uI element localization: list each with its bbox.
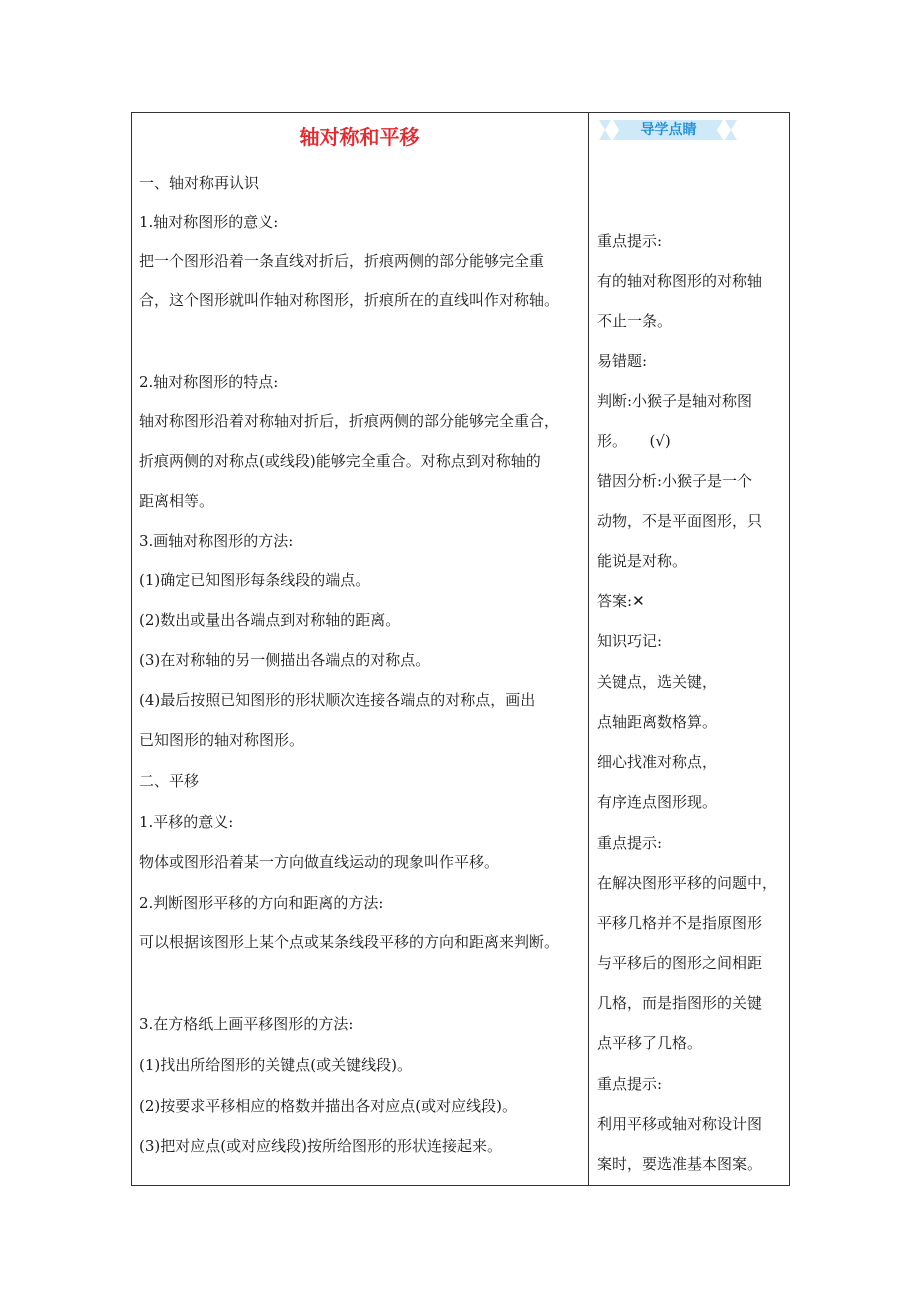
section-1-3-step: (3)在对称轴的另一侧描出各端点的对称点。 bbox=[139, 651, 431, 669]
error-analysis: 动物，不是平面图形，只 bbox=[597, 512, 763, 530]
error-label: 易错题: bbox=[597, 352, 648, 370]
section-2-3-step: (1)找出所给图形的关键点(或关键线段)。 bbox=[139, 1056, 412, 1074]
error-question: 形。 (√) bbox=[597, 432, 671, 450]
memory-label: 知识巧记: bbox=[597, 632, 663, 650]
answer-line bbox=[597, 591, 645, 611]
key-point-text: 在解决图形平移的问题中， bbox=[597, 874, 778, 892]
memory-text: 关键点，选关键， bbox=[597, 673, 718, 691]
section-1-heading: 一、轴对称再认识 bbox=[139, 174, 260, 192]
page-title: 轴对称和平移 bbox=[299, 125, 420, 149]
memory-text: 有序连点图形现。 bbox=[597, 793, 718, 811]
key-point-text: 有的轴对称图形的对称轴 bbox=[597, 272, 763, 290]
key-point-text: 与平移后的图形之间相距 bbox=[597, 954, 763, 972]
section-1-3-heading: 3.画轴对称图形的方法: bbox=[139, 532, 294, 550]
section-1-3-step: (1)确定已知图形每条线段的端点。 bbox=[139, 571, 371, 589]
key-point-text: 点平移了几格。 bbox=[597, 1034, 703, 1052]
key-point-label: 重点提示: bbox=[597, 232, 663, 250]
answer-label: 答案: bbox=[597, 592, 633, 610]
key-point-text: 几格，而是指图形的关键 bbox=[597, 994, 763, 1012]
section-2-2-heading: 2.判断图形平移的方向和距离的方法: bbox=[139, 894, 384, 912]
section-2-3-step: (3)把对应点(或对应线段)按所给图形的形状连接起来。 bbox=[139, 1137, 502, 1155]
section-1-3-step: 已知图形的轴对称图形。 bbox=[139, 731, 305, 749]
section-1-2-text: 距离相等。 bbox=[139, 492, 215, 510]
section-1-3-step: (2)数出或量出各端点到对称轴的距离。 bbox=[139, 611, 401, 629]
error-analysis: 错因分析:小猴子是一个 bbox=[597, 472, 753, 490]
sidebar-header-banner bbox=[597, 118, 740, 142]
error-analysis: 能说是对称。 bbox=[597, 552, 688, 570]
section-2-heading: 二、平移 bbox=[139, 772, 200, 790]
memory-text: 点轴距离数格算。 bbox=[597, 713, 718, 731]
section-1-2-text: 折痕两侧的对称点(或线段)能够完全重合。对称点到对称轴的 bbox=[139, 452, 541, 470]
section-1-1-text: 把一个图形沿着一条直线对折后，折痕两侧的部分能够完全重 bbox=[139, 252, 545, 270]
cross-icon: ✕ bbox=[632, 592, 645, 610]
key-point-text: 不止一条。 bbox=[597, 312, 673, 330]
error-question: 判断:小猴子是轴对称图 bbox=[597, 392, 753, 410]
sidebar-header-label: 导学点睛 bbox=[640, 122, 697, 138]
section-1-2-text: 轴对称图形沿着对称轴对折后，折痕两侧的部分能够完全重合， bbox=[139, 412, 560, 430]
section-1-1-text: 合，这个图形就叫作轴对称图形，折痕所在的直线叫作对称轴。 bbox=[139, 291, 560, 309]
key-point-text: 案时，要选准基本图案。 bbox=[597, 1155, 763, 1173]
section-2-1-heading: 1.平移的意义: bbox=[139, 813, 234, 831]
key-point-label: 重点提示: bbox=[597, 834, 663, 852]
section-2-3-heading: 3.在方格纸上画平移图形的方法: bbox=[139, 1015, 354, 1033]
section-2-3-step: (2)按要求平移相应的格数并描出各对应点(或对应线段)。 bbox=[139, 1097, 517, 1115]
section-1-3-step: (4)最后按照已知图形的形状顺次连接各端点的对称点，画出 bbox=[139, 691, 536, 709]
key-point-text: 平移几格并不是指原图形 bbox=[597, 914, 763, 932]
section-1-2-heading: 2.轴对称图形的特点: bbox=[139, 373, 279, 391]
section-1-1-heading: 1.轴对称图形的意义: bbox=[139, 213, 279, 231]
memory-text: 细心找准对称点， bbox=[597, 753, 718, 771]
section-2-2-text: 可以根据该图形上某个点或某条线段平移的方向和距离来判断。 bbox=[139, 933, 560, 951]
section-2-1-text: 物体或图形沿着某一方向做直线运动的现象叫作平移。 bbox=[139, 853, 500, 871]
column-divider bbox=[588, 112, 589, 1186]
key-point-label: 重点提示: bbox=[597, 1075, 663, 1093]
key-point-text: 利用平移或轴对称设计图 bbox=[597, 1115, 763, 1133]
